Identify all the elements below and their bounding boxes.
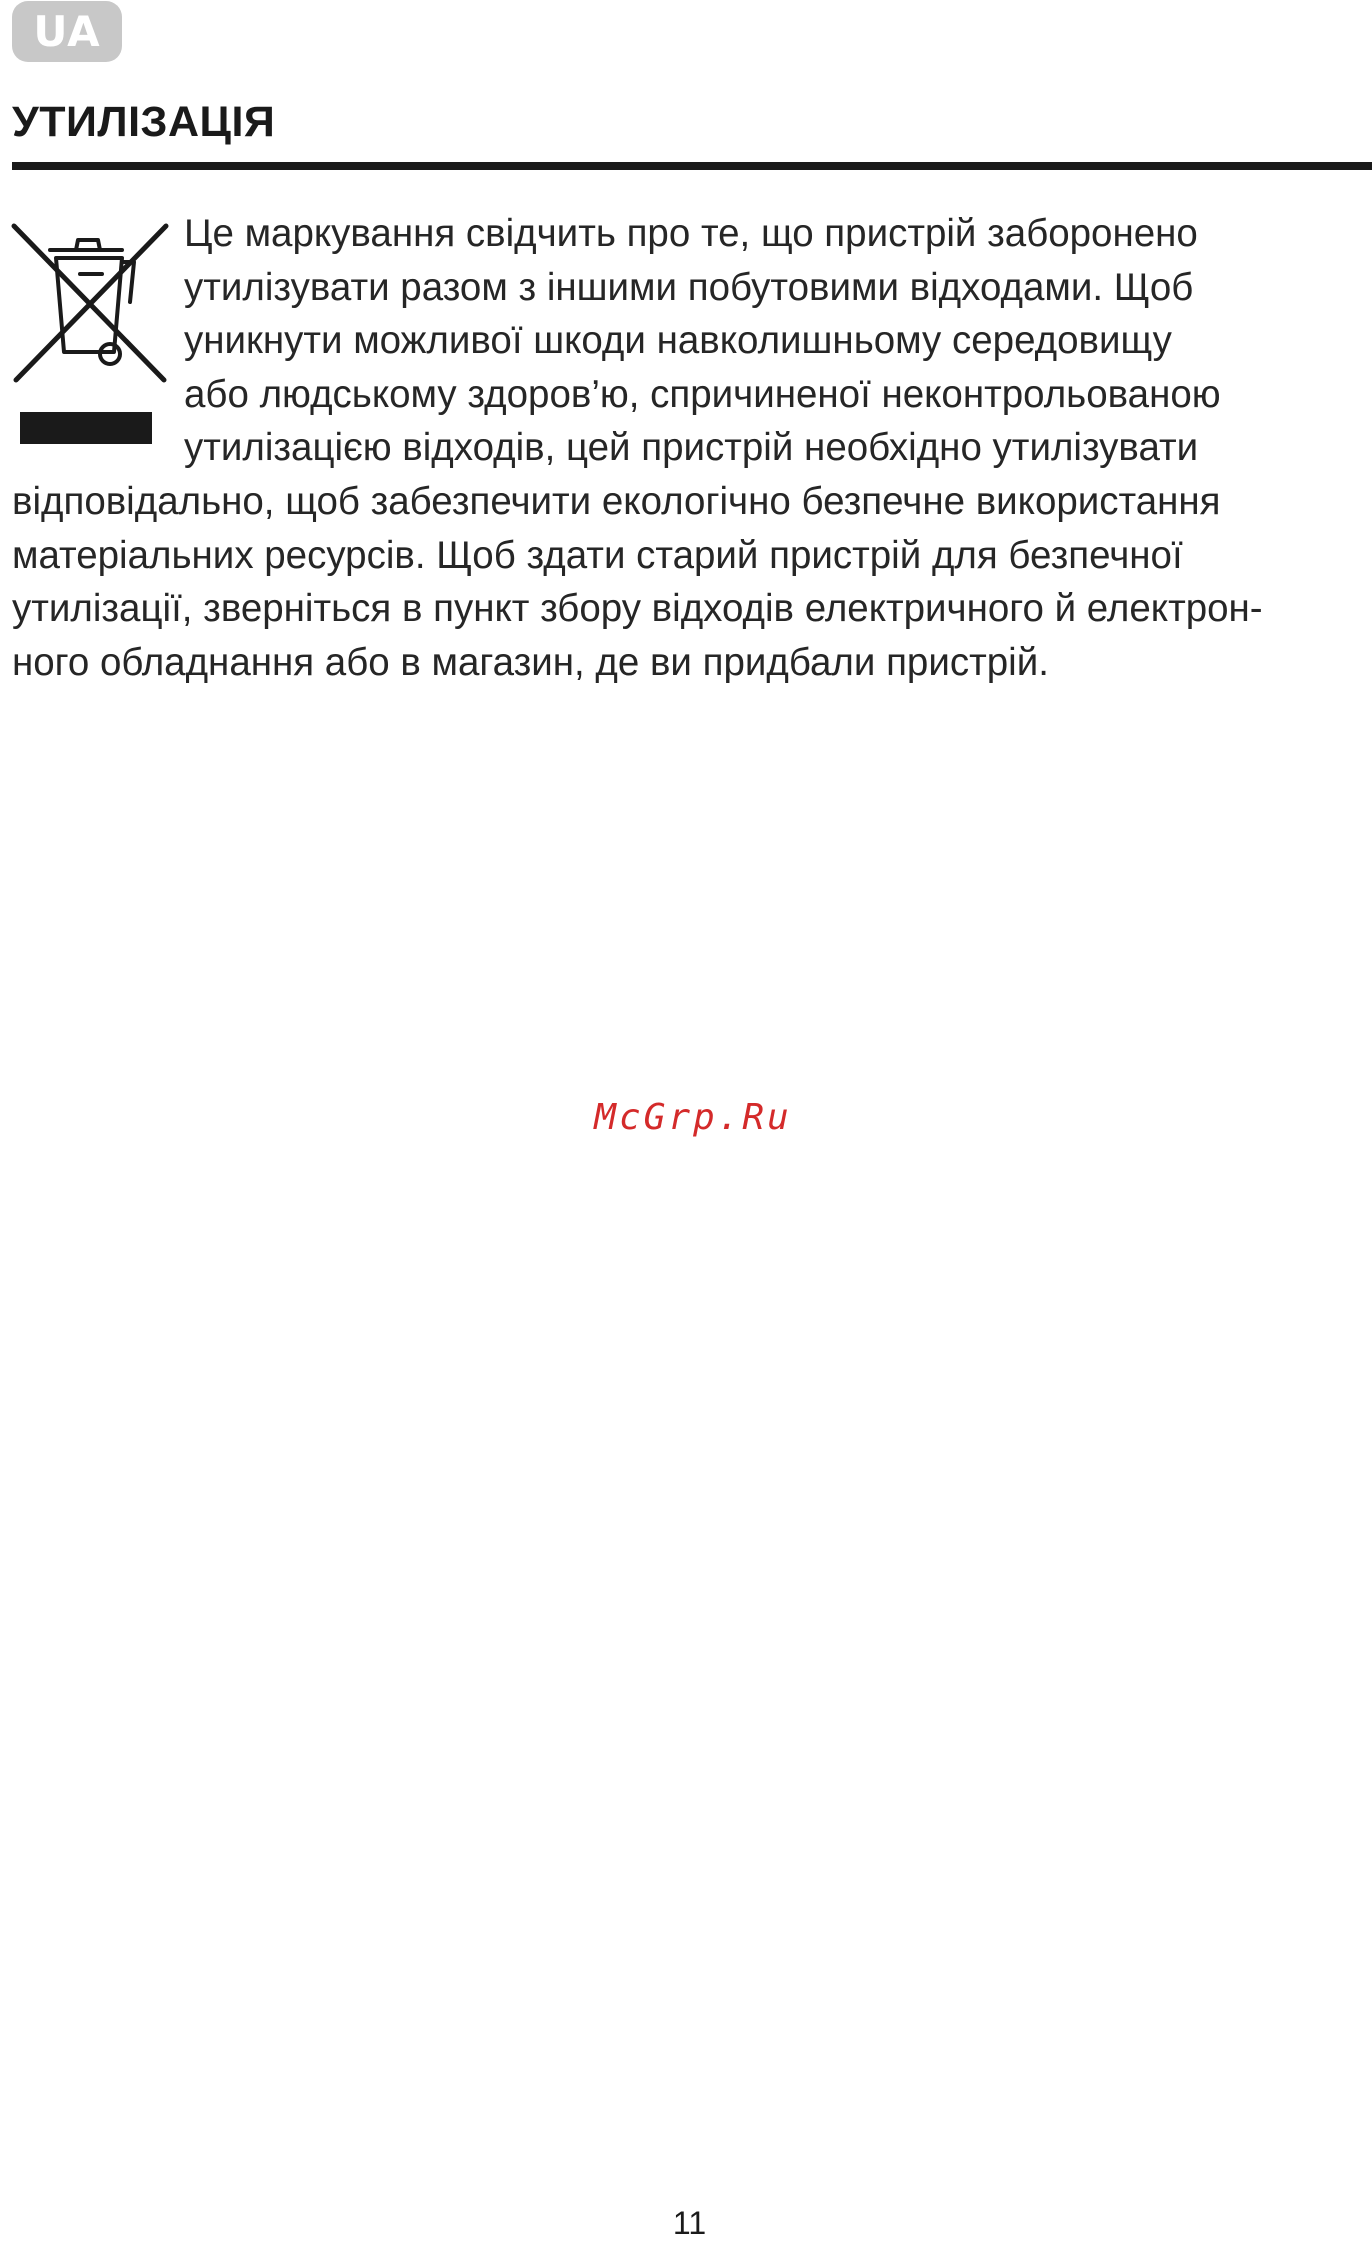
language-badge: UA [12, 1, 122, 62]
page-number: 11 [672, 2205, 707, 2241]
paragraph-line: ного обладнання або в магазин, де ви придбали пристрій. [12, 640, 1049, 684]
paragraph-line: матеріальних ресурсів. Щоб здати старий пристрій для безпечної [12, 533, 1183, 577]
paragraph-line: утилізацією відходів, цей пристрій необхідно утилізувати [184, 426, 1199, 470]
paragraph-line: утилізації, зверніться в пункт збору відходів електричного й електрон- [12, 587, 1263, 631]
watermark: McGrp.Ru [594, 1097, 792, 1138]
paragraph-line: Це маркування свідчить про те, що пристрій заборонено [184, 212, 1198, 255]
paragraph-line: утилізувати разом з іншими побутовими відходами. Щоб [184, 265, 1194, 309]
title-divider [12, 162, 1372, 170]
paragraph-line: відповідально, щоб забезпечити екологічно безпечне використання [12, 479, 1221, 523]
paragraph-line: або людському здоров’ю, спричиненої неконтрольованою [184, 372, 1221, 416]
paragraph-line: уникнути можливої шкоди навколишньому середовищу [184, 319, 1172, 363]
section-title: УТИЛІЗАЦІЯ [12, 98, 276, 146]
disposal-paragraph [12, 207, 1362, 689]
